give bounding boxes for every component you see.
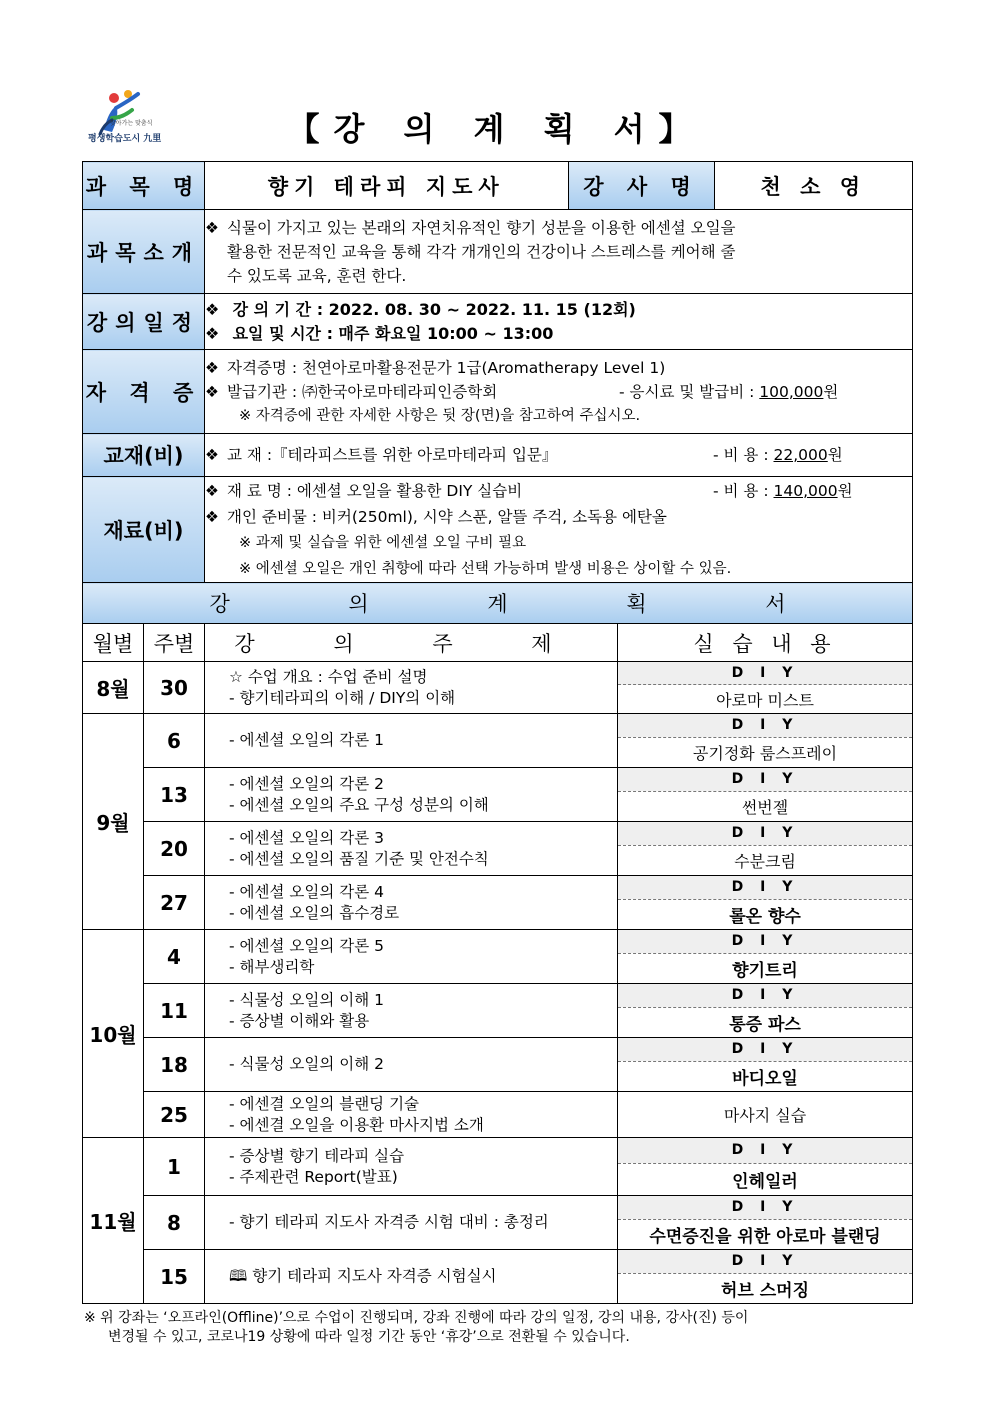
diamond-bullet-icon: ❖	[205, 382, 219, 401]
plan-row	[83, 1250, 913, 1304]
topic-cell	[205, 662, 618, 714]
diy-label: D I Y	[618, 930, 912, 953]
material-prep: ❖ 개인 준비물 : 비커(250ml), 시약 스푼, 알뜰 주걱, 소독용 에탄올	[205, 504, 912, 530]
material-note-2: ※ 에센셜 오일은 개인 취향에 따라 선택 가능하며 발생 비용은 상이할 수 있음.	[239, 560, 732, 577]
topic-cell	[205, 930, 618, 984]
plan-row	[83, 1138, 913, 1196]
diy-label: D I Y	[618, 1038, 912, 1061]
topic-cell	[205, 1196, 618, 1250]
plan-row	[83, 1196, 913, 1250]
topic-line: - 증상별 향기 테라피 실습	[229, 1146, 405, 1165]
month-cell: 9월	[83, 714, 144, 930]
topic-line: - 에센결 오일의 블랜딩 기술	[229, 1094, 420, 1113]
week-cell: 20	[144, 822, 205, 876]
topic-cell	[205, 984, 618, 1038]
instructor-label: 강 사 명	[568, 162, 714, 209]
material-note-1: ※ 과제 및 실습을 위한 에센셜 오일 구비 필요	[239, 534, 527, 551]
topic-cell	[205, 1250, 618, 1304]
topic-line: - 해부생리학	[229, 957, 315, 976]
diamond-bullet-icon: ❖	[205, 358, 219, 377]
diy-label: D I Y	[618, 1196, 912, 1219]
plan-title: 강 의 계 획 서	[83, 583, 913, 624]
diy-label: D I Y	[618, 714, 912, 737]
plan-row	[83, 822, 913, 876]
diy-label: D I Y	[618, 984, 912, 1007]
week-cell: 15	[144, 1250, 205, 1304]
practice-cell	[618, 822, 913, 876]
practice-name: 롤온 향수	[729, 906, 801, 927]
intro-line-1: ❖ 식물이 가지고 있는 본래의 자연치유적인 향기 성분을 이용한 에센셜 오일을	[205, 216, 912, 240]
week-cell: 8	[144, 1196, 205, 1250]
month-cell: 10월	[83, 930, 144, 1138]
footnote	[84, 1309, 914, 1347]
schedule-period: ❖ 강 의 기 간 : 2022. 08. 30 ~ 2022. 11. 15 (12회)	[205, 298, 912, 322]
topic-line: - 에센셜 오일의 흡수경로	[229, 903, 400, 922]
material-label: 재료(비)	[83, 477, 205, 583]
practice-name: 수분크림	[734, 851, 796, 871]
footnote-line-2: 변경될 수 있고, 코로나19 상황에 따라 일정 기간 동안 ‘휴강’으로 전환될 수 있습니다.	[108, 1329, 630, 1345]
diamond-bullet-icon: ❖	[205, 446, 219, 464]
practice-cell	[618, 768, 913, 822]
diamond-bullet-icon: ❖	[205, 323, 220, 343]
cert-fee: 100,000	[759, 382, 824, 401]
practice-cell	[618, 1092, 913, 1138]
plan-row	[83, 1038, 913, 1092]
topic-line: - 에센셜 오일의 품질 기준 및 안전수칙	[229, 849, 489, 868]
schedule-label: 강의일정	[83, 294, 205, 350]
cert-note: ※ 자격증에 관한 자세한 사항은 뒷 장(면)을 참고하여 주십시오.	[239, 407, 641, 424]
plan-row	[83, 662, 913, 714]
diy-label: D I Y	[618, 876, 912, 899]
week-cell: 4	[144, 930, 205, 984]
topic-line: - 에센셜 오일의 각론 2	[229, 774, 384, 793]
practice-cell	[618, 1196, 913, 1250]
cert-issuer: ❖ 발급기관 : ㈜한국아로마테라피인증학회 - 응시료 및 발급비 : 100,000 원	[205, 380, 912, 404]
week-cell: 25	[144, 1092, 205, 1138]
plan-row	[83, 714, 913, 768]
col-week: 주별	[144, 624, 205, 662]
topic-line: - 에센셜 오일의 각론 5	[229, 936, 384, 955]
week-cell: 13	[144, 768, 205, 822]
plan-row	[83, 984, 913, 1038]
plan-rows	[83, 662, 913, 1304]
practice-name: 바디오일	[732, 1068, 798, 1089]
practice-name: 아로마 미스트	[716, 690, 814, 710]
month-cell: 8월	[83, 662, 144, 714]
topic-cell	[205, 876, 618, 930]
practice-cell	[618, 1138, 913, 1196]
topic-line: - 에센결 오일을 이용환 마사지법 소개	[229, 1115, 484, 1134]
topic-cell	[205, 1138, 618, 1196]
practice-name: 공기정화 룸스프레이	[692, 743, 838, 763]
topic-line: - 주제관련 Report(발표)	[229, 1167, 398, 1186]
week-cell: 1	[144, 1138, 205, 1196]
practice-cell	[618, 984, 913, 1038]
plan-row	[83, 768, 913, 822]
practice-name: 향기트리	[732, 960, 798, 981]
cert-label: 자 격 증	[83, 350, 205, 434]
diamond-bullet-icon: ❖	[205, 299, 220, 319]
practice-cell	[618, 714, 913, 768]
week-cell: 30	[144, 662, 205, 714]
diamond-bullet-icon: ❖	[205, 218, 219, 237]
practice-name: 인헤일러	[732, 1171, 798, 1192]
diy-label: D I Y	[618, 822, 912, 845]
topic-line: - 에센셜 오일의 각론 4	[229, 882, 384, 901]
material-fee: 140,000	[773, 481, 838, 500]
diy-label: D I Y	[618, 768, 912, 791]
plan-row	[83, 930, 913, 984]
practice-cell	[618, 876, 913, 930]
practice-cell	[618, 930, 913, 984]
document-title: 【강 의 계 획 서】	[287, 110, 705, 148]
textbook-fee: 22,000	[773, 446, 828, 464]
week-cell: 6	[144, 714, 205, 768]
diamond-bullet-icon: ❖	[205, 481, 219, 500]
topic-line: - 식물성 오일의 이해 1	[229, 990, 384, 1009]
practice-name: 수면증진을 위한 아로마 블랜딩	[649, 1226, 881, 1247]
logo-slogan: 찾아가는 맞춤식	[110, 120, 153, 127]
diy-label: D I Y	[618, 1138, 912, 1163]
topic-cell	[205, 714, 618, 768]
subject-value: 향기 테라피 지도사	[205, 162, 568, 209]
practice-cell	[618, 662, 913, 714]
subject-label: 과 목 명	[83, 162, 205, 210]
topic-line: - 에센셜 오일의 각론 3	[229, 828, 384, 847]
course-plan-table	[82, 161, 913, 1304]
intro-line-3: 수 있도록 교육, 훈련 한다.	[227, 266, 407, 285]
textbook-line: ❖ 교 재 :『테라피스트를 위한 아로마테라피 입문』 - 비 용 : 22,000 원	[205, 443, 912, 467]
intro-line-2: 활용한 전문적인 교육을 통해 각각 개개인의 건강이나 스트레스를 케어해 줄	[227, 242, 736, 261]
month-cell: 11월	[83, 1138, 144, 1304]
plan-row	[83, 876, 913, 930]
topic-line: - 에센셜 오일의 주요 구성 성분의 이해	[229, 795, 489, 814]
plan-row	[83, 1092, 913, 1138]
week-cell: 18	[144, 1038, 205, 1092]
logo-text: 평생학습도시 九里	[88, 134, 162, 144]
instructor-value: 천 소 영	[760, 174, 866, 199]
practice-cell	[618, 1038, 913, 1092]
col-practice: 실 습 내 용	[618, 624, 913, 662]
practice-cell	[618, 1250, 913, 1304]
topic-cell	[205, 822, 618, 876]
diamond-bullet-icon: ❖	[205, 507, 219, 526]
topic-line: 🕮 향기 테라피 지도사 자격증 시험실시	[229, 1267, 497, 1285]
diy-label: D I Y	[618, 662, 912, 685]
topic-cell	[205, 1092, 618, 1138]
week-cell: 27	[144, 876, 205, 930]
topic-line: - 식물성 오일의 이해 2	[229, 1055, 384, 1073]
diy-label: D I Y	[618, 1250, 912, 1273]
textbook-label: 교재(비)	[83, 434, 205, 477]
week-cell: 11	[144, 984, 205, 1038]
practice-name: 마사지 실습	[723, 1106, 807, 1125]
practice-name: 허브 스머징	[721, 1280, 810, 1301]
topic-line: - 향기테라피의 이해 / DIY의 이해	[229, 688, 456, 707]
topic-line: - 향기 테라피 지도사 자격증 시험 대비 : 총정리	[229, 1213, 549, 1231]
material-name: ❖ 재 료 명 : 에센셜 오일을 활용한 DIY 실습비 - 비 용 : 140,000 원	[205, 478, 912, 504]
topic-line: ☆ 수업 개요 : 수업 준비 설명	[229, 667, 428, 686]
cert-name: ❖ 자격증명 : 천연아로마활용전문가 1급(Aromatherapy Level 1)	[205, 356, 912, 380]
col-month: 월별	[83, 624, 144, 662]
practice-name: 썬번젤	[741, 797, 789, 817]
topic-line: - 증상별 이해와 활용	[229, 1011, 370, 1030]
intro-label: 과목소개	[83, 210, 205, 294]
col-topic: 강 의 주 제	[205, 624, 618, 662]
schedule-time: ❖ 요일 및 시간 : 매주 화요일 10:00 ~ 13:00	[205, 322, 912, 346]
practice-name: 통증 파스	[729, 1014, 801, 1035]
topic-line: - 에센셜 오일의 각론 1	[229, 731, 384, 749]
topic-cell	[205, 768, 618, 822]
topic-cell	[205, 1038, 618, 1092]
footnote-line-1: ※ 위 강좌는 ‘오프라인(Offline)’으로 수업이 진행되며, 강좌 진행에 따라 강의 일정, 강의 내용, 강사(진) 등이	[84, 1310, 749, 1326]
